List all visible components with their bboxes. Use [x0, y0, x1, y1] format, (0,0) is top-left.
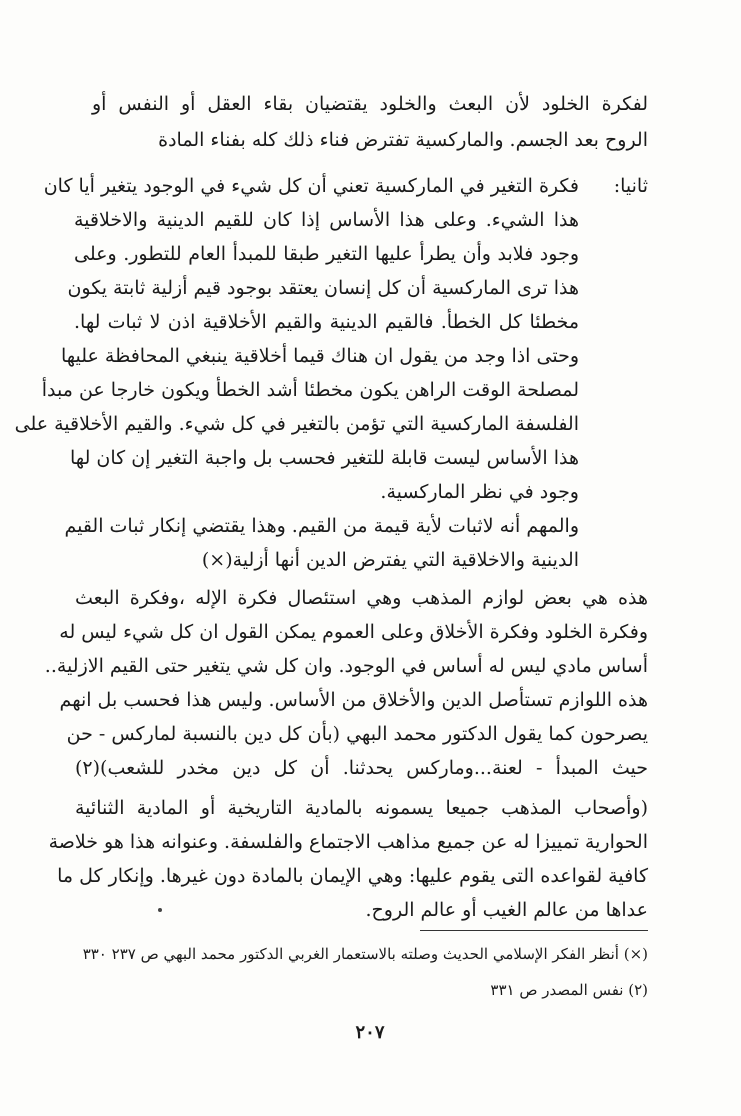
text-line: فكرة التغير في الماركسية تعني أن كل شيء في الوجود يتغير أيا كان [43, 175, 579, 197]
footnote-divider [420, 930, 648, 931]
text-line: (وأصحاب المذهب جميعا يسمونه بالمادية التاريخية أو المادية الثنائية [75, 797, 648, 819]
text-line: وفكرة الخلود وفكرة الأخلاق وعلى العموم يمكن القول ان كل شيء ليس له [59, 621, 648, 643]
section-label: ثانيا: [613, 175, 648, 197]
text-line: أساس مادي ليس له أساس في الوجود. وان كل شي يتغير حتى القيم الازلية.. [44, 655, 648, 677]
text-line: هذه اللوازم تستأصل الدين والأخلاق من الأساس. وليس هذا فحسب بل انهم [59, 689, 648, 711]
text-line: هذا ترى الماركسية أن كل إنسان يعتقد بوجود قيم أزلية ثابتة يكون [67, 277, 579, 299]
text-line: لفكرة الخلود لأن البعث والخلود يقتضيان بقاء العقل أو النفس أو [92, 93, 648, 115]
ink-dot [158, 908, 162, 912]
text-line: وحتى اذا وجد من يقول ان هناك قيما أخلاقية ينبغي المحافظة عليها [60, 345, 579, 367]
text-line: مخطئا كل الخطأ. فالقيم الدينية والقيم الأخلاقية اذن لا ثبات لها. [74, 311, 579, 333]
text-line: هذه هي بعض لوازم المذهب وهي استئصال فكرة الإله ،وفكرة البعث [75, 587, 648, 609]
text-line: وجود في نظر الماركسية. [380, 481, 579, 503]
page-number: ٢٠٧ [355, 1022, 385, 1043]
text-line: عداها من عالم الغيب أو عالم الروح. [365, 899, 648, 921]
text-line: الفلسفة الماركسية التي تؤمن بالتغير في كل شيء. والقيم الأخلاقية على [14, 413, 579, 435]
text-line: هذا الشيء. وعلى هذا الأساس إذا كان للقيم الدينية والاخلاقية [74, 209, 579, 231]
text-line: والمهم أنه لاثبات لأية قيمة من القيم. وهذا يقتضي إنكار ثبات القيم [64, 515, 579, 537]
text-line: كافية لقواعده التى يقوم عليها: وهي الإيمان بالمادة دون غيرها. وإنكار كل ما [57, 865, 648, 887]
text-line: وجود فلابد وأن يطرأ عليها التغير طبقا للمبدأ العام للتطور. وعلى [74, 243, 579, 265]
text-line: الروح بعد الجسم. والماركسية تفترض فناء ذلك كله بفناء المادة [158, 129, 648, 151]
text-line: هذا الأساس ليست قابلة للتغير فحسب بل واجبة التغير إن كان لها [70, 447, 579, 469]
footnote: (٢) نفس المصدر ص ٣٣١ [490, 981, 648, 999]
text-line: الدينية والاخلاقية التي يفترض الدين أنها أزلية(×) [201, 549, 579, 571]
text-line: حيث المبدأ - لعنة...وماركس يحدثنا. أن كل دين مخدر للشعب)(٢) [75, 757, 648, 779]
footnote: (×) أنظر الفكر الإسلامي الحديث وصلته بالاستعمار الغربي الدكتور محمد البهي ص ٢٣٧ ٣٣٠ [82, 945, 648, 963]
text-line: لمصلحة الوقت الراهن يكون مخطئا أشد الخطأ ويكون خارجا عن مبدأ [41, 379, 579, 401]
text-line: يصرحون كما يقول الدكتور محمد البهي (بأن كل دين بالنسبة لماركس - حن [66, 723, 648, 745]
text-line: الحوارية تمييزا له عن جميع مذاهب الاجتماع والفلسفة. وعنوانه هذا هو خلاصة [48, 831, 648, 853]
